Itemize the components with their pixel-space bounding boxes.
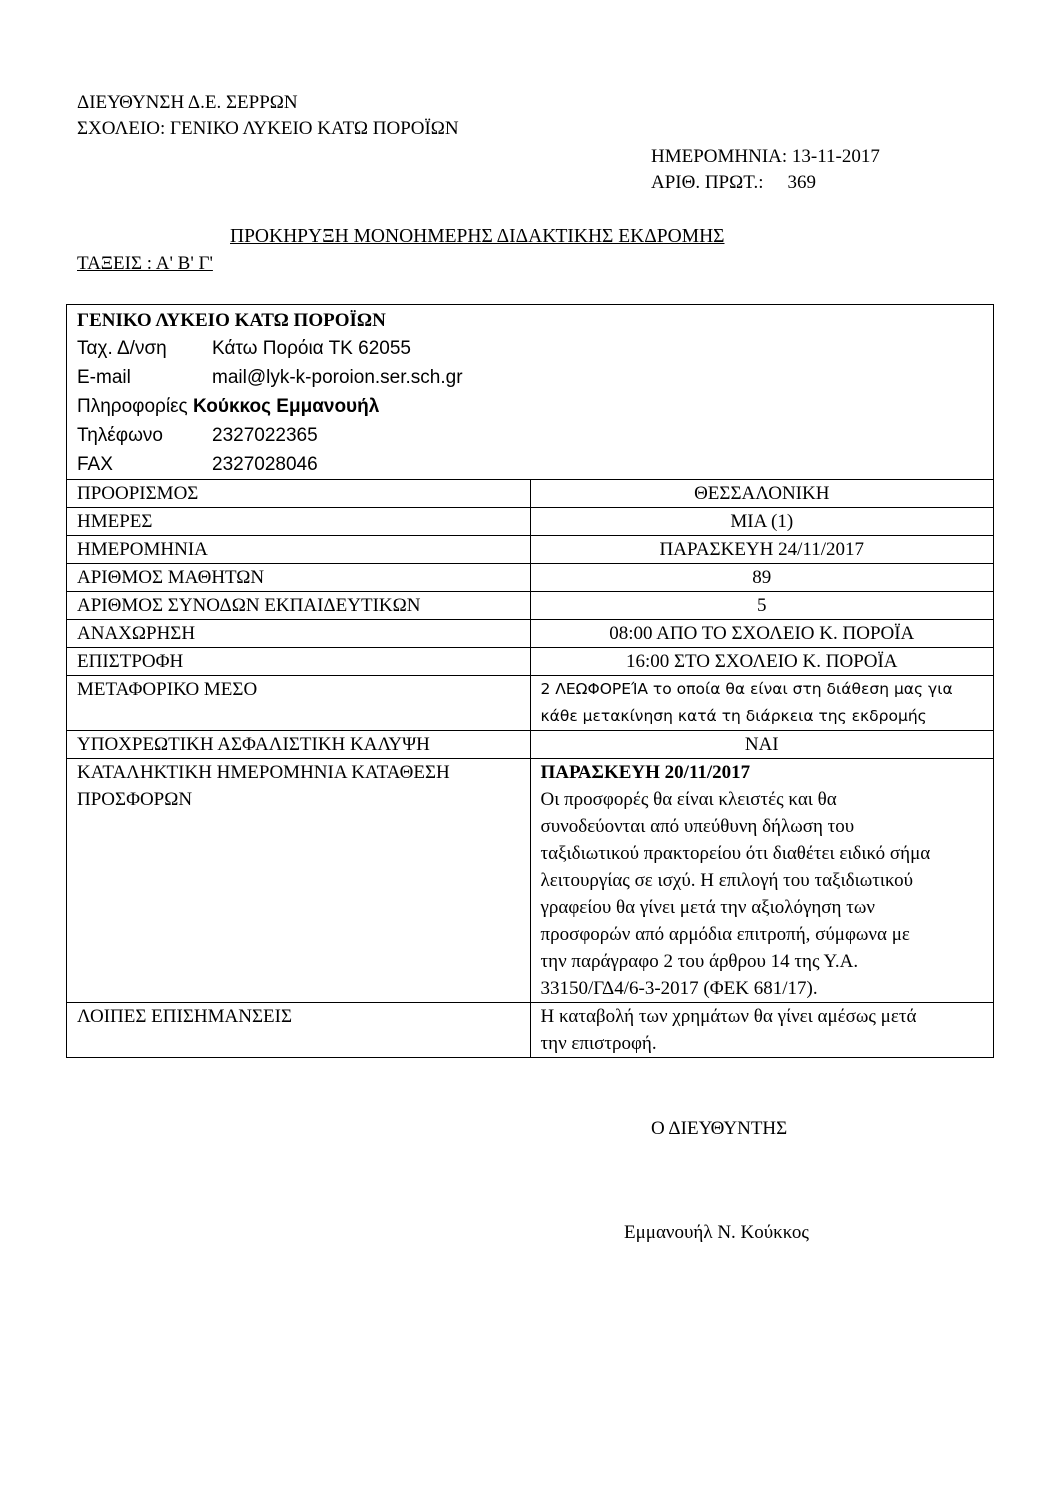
info-label: Πληροφορίες bbox=[77, 396, 188, 417]
school-line: ΣΧΟΛΕΙΟ: ΓΕΝΙΚΟ ΛΥΚΕΙΟ ΚΑΤΩ ΠΟΡΟΪΩΝ bbox=[77, 118, 459, 139]
school-name: ΓΕΝΙΚΟ ΛΥΚΕΙΟ ΚΑΤΩ ΠΟΡΟΪΩΝ bbox=[77, 310, 386, 331]
protocol-number: 369 bbox=[787, 172, 816, 193]
address-value: Κάτω Πορόια ΤΚ 62055 bbox=[212, 338, 411, 359]
transport-value-line: κάθε μετακίνηση κατά τη διάρκεια της εκδρομής bbox=[540, 707, 927, 725]
transport-label: ΜΕΤΑΦΟΡΙΚΟ ΜΕΣΟ bbox=[67, 676, 531, 731]
fax-label: FAX bbox=[77, 454, 113, 475]
return-label: ΕΠΙΣΤΡΟΦΗ bbox=[67, 648, 531, 676]
other-notes-line: την επιστροφή. bbox=[540, 1033, 657, 1054]
other-notes-label: ΛΟΙΠΕΣ ΕΠΙΣΗΜΑΝΣΕΙΣ bbox=[67, 1003, 531, 1058]
school-info-row bbox=[67, 305, 994, 480]
deadline-text-line: προσφορών από αρμόδια επιτροπή, σύμφωνα με bbox=[540, 924, 910, 945]
teachers-label: ΑΡΙΘΜΟΣ ΣΥΝΟΔΩΝ ΕΚΠΑΙΔΕΥΤΙΚΩΝ bbox=[67, 592, 531, 620]
table-row bbox=[67, 676, 994, 731]
table-row bbox=[67, 759, 994, 1003]
email-value: mail@lyk-k-poroion.ser.sch.gr bbox=[212, 367, 463, 388]
table-row bbox=[67, 648, 994, 676]
fax-row bbox=[77, 450, 983, 479]
deadline-value bbox=[530, 759, 994, 1003]
table-row bbox=[67, 564, 994, 592]
protocol-line bbox=[651, 172, 816, 194]
fax-value: 2327028046 bbox=[212, 454, 318, 475]
other-notes-line: Η καταβολή των χρημάτων θα γίνει αμέσως μετά bbox=[540, 1006, 917, 1027]
signature-name: Εμμανουήλ Ν. Κούκκος bbox=[624, 1222, 809, 1243]
transport-value-line: 2 ΛΕΩΦΟΡΕΊΑ το οποία θα είναι στη διάθεση μας για bbox=[540, 680, 953, 698]
phone-row bbox=[77, 421, 983, 450]
insurance-value: ΝΑΙ bbox=[530, 731, 994, 759]
deadline-text-line: ταξιδιωτικού πρακτορείου ότι διαθέτει ειδικό σήμα bbox=[540, 843, 931, 864]
address-label: Ταχ. Δ/νση bbox=[77, 338, 167, 359]
phone-label: Τηλέφωνο bbox=[77, 425, 163, 446]
signature-title: Ο ΔΙΕΥΘΥΝΤΗΣ bbox=[651, 1118, 788, 1139]
table-row bbox=[67, 1003, 994, 1058]
table-row bbox=[67, 480, 994, 508]
deadline-text-line: 33150/ΓΔ4/6-3-2017 (ΦΕΚ 681/17). bbox=[540, 978, 818, 999]
email-label: E-mail bbox=[77, 367, 131, 388]
school-info-cell bbox=[67, 305, 994, 480]
table-row bbox=[67, 592, 994, 620]
trip-date-label: ΗΜΕΡΟΜΗΝΙΑ bbox=[67, 536, 531, 564]
deadline-text-line: Οι προσφορές θα είναι κλειστές και θα bbox=[540, 789, 837, 810]
destination-value: ΘΕΣΣΑΛΟΝΙΚΗ bbox=[530, 480, 994, 508]
email-row bbox=[77, 363, 983, 392]
document-title: ΠΡΟΚΗΡΥΞΗ ΜΟΝΟΗΜΕΡΗΣ ΔΙΔΑΚΤΙΚΗΣ ΕΚΔΡΟΜΗΣ bbox=[230, 226, 725, 247]
protocol-label: ΑΡΙΘ. ΠΡΩΤ.: bbox=[651, 172, 764, 193]
transport-value bbox=[530, 676, 994, 731]
destination-label: ΠΡΟΟΡΙΣΜΟΣ bbox=[67, 480, 531, 508]
departure-label: ΑΝΑΧΩΡΗΣΗ bbox=[67, 620, 531, 648]
deadline-date: ΠΑΡΑΣΚΕΥΗ 20/11/2017 bbox=[540, 762, 751, 783]
days-label: ΗΜΕΡΕΣ bbox=[67, 508, 531, 536]
return-value: 16:00 ΣΤΟ ΣΧΟΛΕΙΟ Κ. ΠΟΡΟΪΑ bbox=[530, 648, 994, 676]
students-value: 89 bbox=[530, 564, 994, 592]
insurance-label: ΥΠΟΧΡΕΩΤΙΚΗ ΑΣΦΑΛΙΣΤΙΚΗ ΚΑΛΥΨΗ bbox=[67, 731, 531, 759]
students-label: ΑΡΙΘΜΟΣ ΜΑΘΗΤΩΝ bbox=[67, 564, 531, 592]
deadline-text-line: συνοδεύονται από υπεύθυνη δήλωση του bbox=[540, 816, 855, 837]
deadline-label-line: ΚΑΤΑΛΗΚΤΙΚΗ ΗΜΕΡΟΜΗΝΙΑ ΚΑΤΑΘΕΣΗ bbox=[77, 762, 450, 783]
other-notes-value bbox=[530, 1003, 994, 1058]
trip-date-value: ΠΑΡΑΣΚΕΥΗ 24/11/2017 bbox=[530, 536, 994, 564]
deadline-label-line: ΠΡΟΣΦΟΡΩΝ bbox=[77, 789, 193, 810]
table-row bbox=[67, 508, 994, 536]
document-date: ΗΜΕΡΟΜΗΝΙΑ: 13-11-2017 bbox=[651, 146, 880, 167]
days-value: ΜΙΑ (1) bbox=[530, 508, 994, 536]
phone-value: 2327022365 bbox=[212, 425, 318, 446]
deadline-text-line: την παράγραφο 2 του άρθρου 14 της Υ.Α. bbox=[540, 951, 859, 972]
deadline-label bbox=[67, 759, 531, 1003]
deadline-text-line: γραφείου θα γίνει μετά την αξιολόγηση των bbox=[540, 897, 875, 918]
table-row bbox=[67, 731, 994, 759]
trip-details-table bbox=[66, 304, 994, 1058]
classes-line: ΤΑΞΕΙΣ : Α' Β' Γ' bbox=[77, 253, 213, 274]
departure-value: 08:00 ΑΠΟ ΤΟ ΣΧΟΛΕΙΟ Κ. ΠΟΡΟΪΑ bbox=[530, 620, 994, 648]
table-row bbox=[67, 536, 994, 564]
info-value: Κούκκος Εμμανουήλ bbox=[193, 396, 380, 417]
deadline-text-line: λειτουργίας σε ισχύ. Η επιλογή του ταξιδιωτικού bbox=[540, 870, 914, 891]
info-row bbox=[77, 392, 983, 421]
address-row bbox=[77, 334, 983, 363]
teachers-value: 5 bbox=[530, 592, 994, 620]
directorate-line: ΔΙΕΥΘΥΝΣΗ Δ.Ε. ΣΕΡΡΩΝ bbox=[77, 92, 298, 113]
table-row bbox=[67, 620, 994, 648]
